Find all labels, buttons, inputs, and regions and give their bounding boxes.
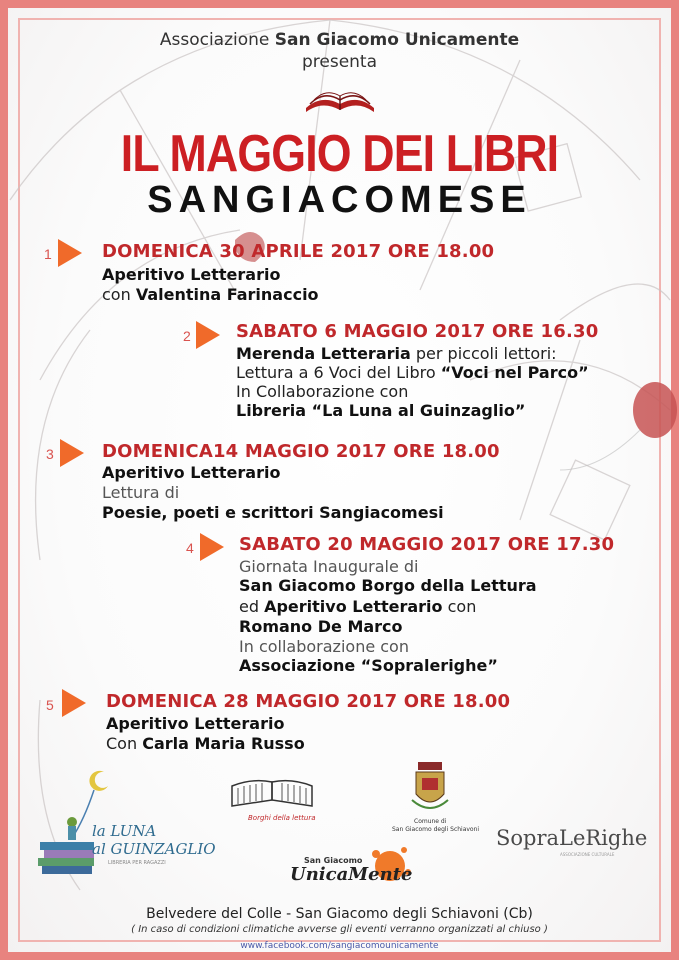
event-number: 4 xyxy=(186,540,194,556)
venue-text: Belvedere del Colle - San Giacomo degli Schiavoni (Cb) xyxy=(146,906,533,922)
event-date: DOMENICA 28 MAGGIO 2017 ORE 18.00 xyxy=(106,691,511,712)
comune-line1: Comune di xyxy=(414,818,447,825)
event-line-text: con xyxy=(102,285,131,304)
event-line xyxy=(102,503,444,522)
event-date: SABATO 20 MAGGIO 2017 ORE 17.30 xyxy=(239,534,615,555)
event-number: 2 xyxy=(183,328,191,344)
facebook-link[interactable]: www.facebook.com/sangiacomounicamente xyxy=(240,941,439,951)
event-line xyxy=(236,363,589,382)
luna-logo-line2: al GUINZAGLIO xyxy=(92,840,216,858)
moon-reader-icon xyxy=(34,760,114,880)
event-line xyxy=(239,656,498,675)
presenta-text: presenta xyxy=(301,52,378,72)
event-line xyxy=(236,344,557,363)
event-line-bold: Aperitivo Letterario xyxy=(264,597,443,616)
event-line-text: per piccoli lettori: xyxy=(415,344,557,363)
event-line xyxy=(102,285,319,304)
event-line-bold: Libreria “La Luna al Guinzaglio” xyxy=(236,401,526,420)
event-line-bold: Aperitivo Letterario xyxy=(106,714,285,733)
event-line-text: ed xyxy=(239,597,259,616)
event-line-bold: Merenda Letteraria xyxy=(236,344,411,363)
event-line-bold: San Giacomo Borgo della Lettura xyxy=(239,576,537,595)
event-line xyxy=(106,734,305,753)
main-title: IL MAGGIO DEI LIBRI xyxy=(120,125,559,183)
event-line-bold: Romano De Marco xyxy=(239,617,403,636)
event-line-text: con xyxy=(447,597,477,616)
play-arrow-icon xyxy=(62,689,86,717)
association-prefix: Associazione xyxy=(159,30,270,50)
event-line-bold: Aperitivo Letterario xyxy=(102,265,281,284)
event-line-bold: Valentina Farinaccio xyxy=(135,285,319,304)
subtitle: SANGIACOMESE xyxy=(147,179,532,221)
event-line-text: Con xyxy=(106,734,138,753)
association-line xyxy=(0,30,679,50)
association-name: San Giacomo Unicamente xyxy=(274,30,520,50)
unica-top-text: San Giacomo xyxy=(304,856,363,865)
sopra-logo-sub: ASSOCIAZIONE CULTURALE xyxy=(560,852,615,857)
event-number: 5 xyxy=(46,697,54,713)
event-line-bold: Carla Maria Russo xyxy=(142,734,305,753)
event-line xyxy=(102,463,280,482)
event-line xyxy=(239,617,403,636)
event-date: DOMENICA 30 APRILE 2017 ORE 18.00 xyxy=(102,241,495,262)
event-number: 1 xyxy=(44,246,52,262)
event-line-bold: Poesie, poeti e scrittori Sangiacomesi xyxy=(102,503,444,522)
sopra-logo-text: SopraLeRighe xyxy=(496,826,648,850)
event-date: SABATO 6 MAGGIO 2017 ORE 16.30 xyxy=(236,321,599,342)
event-number: 3 xyxy=(46,446,54,462)
event-line-bold: Aperitivo Letterario xyxy=(102,463,281,482)
play-arrow-icon xyxy=(58,239,82,267)
event-line xyxy=(239,597,476,616)
play-arrow-icon xyxy=(60,439,84,467)
play-arrow-icon xyxy=(200,533,224,561)
event-date: DOMENICA14 MAGGIO 2017 ORE 18.00 xyxy=(102,441,500,462)
event-line xyxy=(239,576,537,595)
event-line xyxy=(102,265,280,284)
unica-main-text: UnicaMente xyxy=(290,864,413,885)
event-line: Giornata Inaugurale di xyxy=(239,557,419,576)
event-line xyxy=(236,401,525,420)
event-line: In collaborazione con xyxy=(239,637,409,656)
event-line: Lettura di xyxy=(102,483,180,502)
event-line-bold: “Voci nel Parco” xyxy=(440,363,589,382)
play-arrow-icon xyxy=(196,321,220,349)
luna-logo-sub: LIBRERIA PER RAGAZZI xyxy=(108,860,166,866)
weather-note: ( In caso di condizioni climatiche avverse gli eventi verranno organizzati al chiuso ) xyxy=(131,924,548,935)
borghi-logo-text: Borghi della lettura xyxy=(248,814,316,822)
event-line: In Collaborazione con xyxy=(236,382,409,401)
book-outline-icon xyxy=(228,776,318,812)
comune-line2: San Giacomo degli Schiavoni xyxy=(392,826,480,833)
coat-of-arms-icon xyxy=(410,760,450,816)
event-line xyxy=(106,714,284,733)
open-book-icon xyxy=(300,80,380,120)
luna-logo-line1: la LUNA xyxy=(92,822,157,840)
event-line-text: Lettura a 6 Voci del Libro xyxy=(236,363,436,382)
event-line-bold: Associazione “Sopralerighe” xyxy=(239,656,498,675)
